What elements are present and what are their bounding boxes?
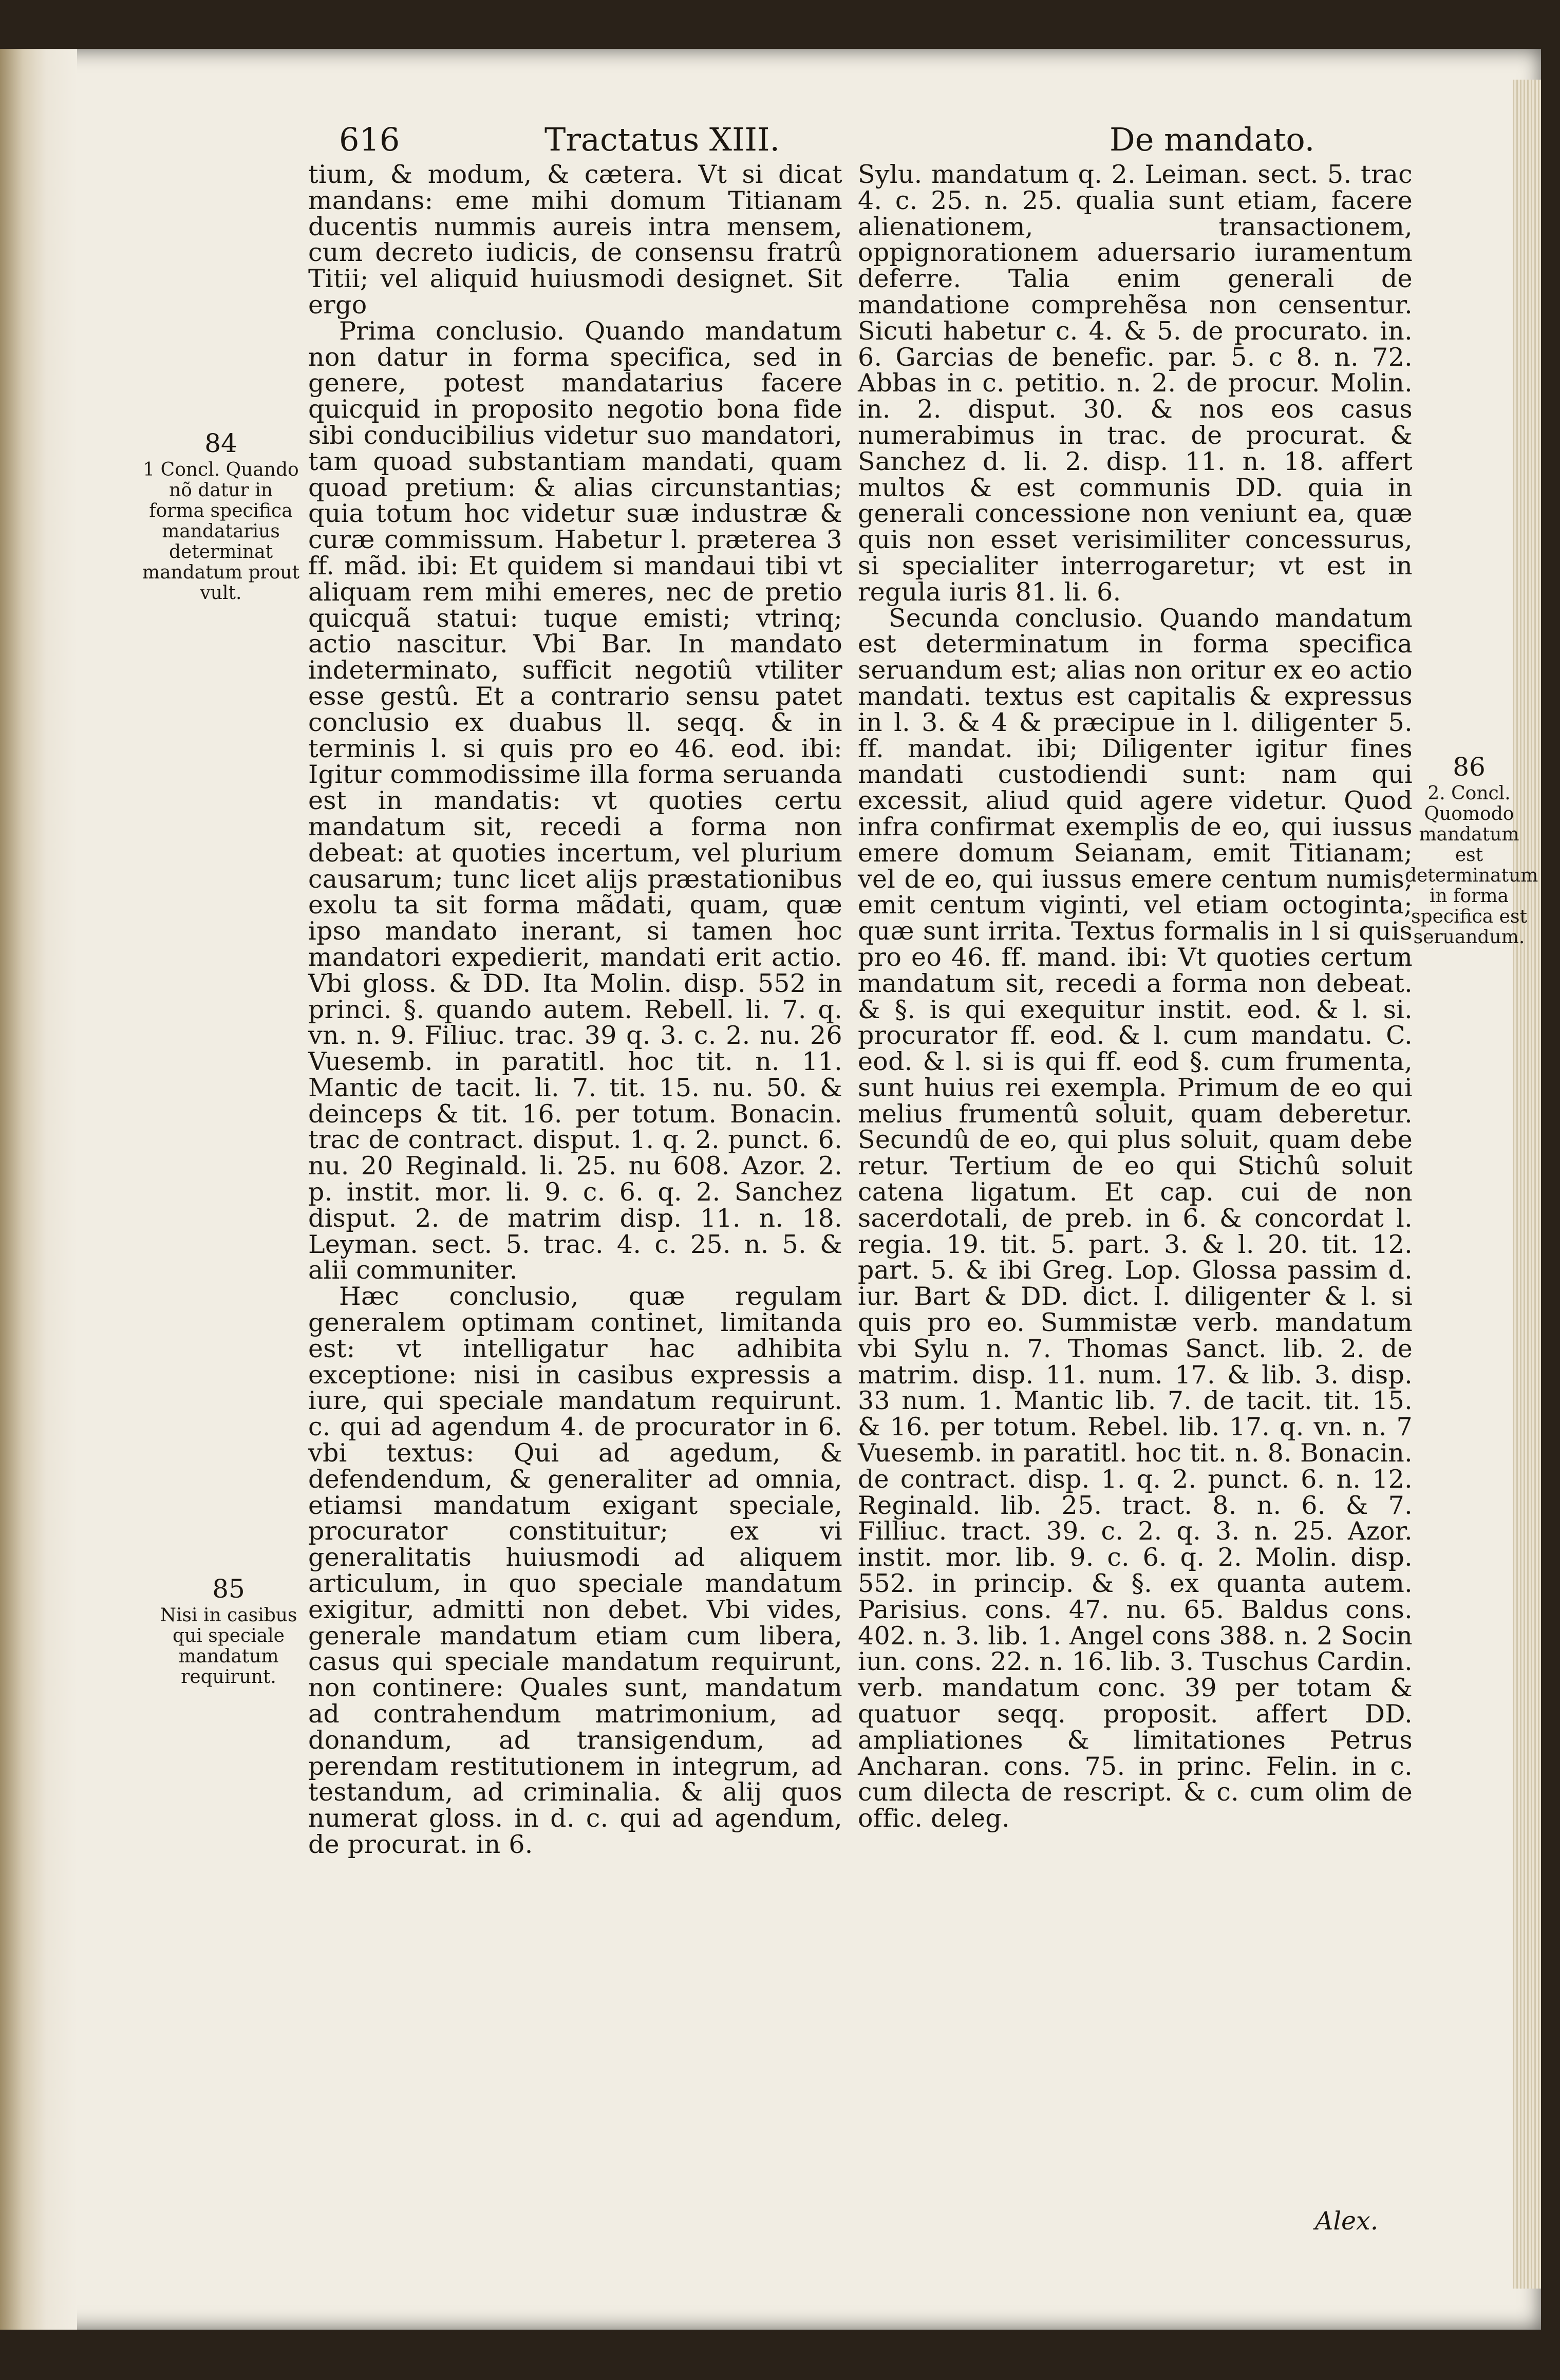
margin-note-number: 84 (204, 428, 237, 458)
catchword: Alex. (1315, 2206, 1379, 2236)
margin-note-number: 85 (212, 1574, 245, 1604)
paragraph: Sylu. mandatum q. 2. Leiman. sect. 5. trac 4. c. 25. n. 25. qualia sunt etiam, facere alienationem, transactionem, oppignorationem aduersario iuramentum deferre. Talia enim generali de mandatione comprehẽsa non censentur. Sicuti habetur c. 4. & 5. de procurato. in. 6. Garcias de benefic. par. 5. c 8. n. 72. Abbas in c. petitio. n. 2. de procur. Molin. in. 2. disput. 30. & nos eos casus numerabimus in trac. de procurat. & Sanchez d. li. 2. disp. 11. n. 18. affert multos & est communis DD. quia in generali concessione non veniunt ea, quæ quis non esset verisimiliter concessurus, si specialiter interrogaretur; vt est in regula iuris 81. li. 6. (858, 160, 1413, 607)
right-column (858, 162, 1413, 1832)
margin-note-number: 86 (1453, 752, 1486, 782)
margin-note-text: Nisi in casibus qui speciale mandatum requirunt. (160, 1605, 297, 1688)
page-gutter (0, 49, 77, 2330)
margin-note-85 (154, 1575, 303, 1688)
paragraph: Prima conclusio. Quando mandatum non datur in forma specifica, sed in genere, potest mandatarius facere quicquid in proposito negotio bona fide sibi conducibilius videtur suo mandatori, tam quoad substantiam mandati, quam quoad pretium: & alias circunstantias; quia totum hoc videtur suæ industræ & curæ commissum. Habetur l. præterea 3 ff. mãd. ibi: Et quidem si mandaui tibi vt aliquam rem mihi emeres, nec de pretio quicquã statui: tuque emisti; vtrinq; actio nascitur. Vbi Bar. In mandato indeterminato, sufficit negotiû vtiliter esse gestû. Et a contrario sensu patet conclusio ex duabus ll. seqq. & in terminis l. si quis pro eo 46. eod. ibi: Igitur commodissime illa forma seruanda est in mandatis: vt quoties certu mandatum sit, recedi a forma non debeat: at quoties incertum, vel plurium causarum; tunc licet alijs præstationibus exolu ta sit forma mãdati, quam, quæ ipso mandato inerant, si tamen hoc mandatori expedierit, mandati erit actio. Vbi gloss. & DD. Ita Molin. disp. 552 in princi. §. quando autem. Rebell. li. 7. q. vn. n. 9. Filiuc. trac. 39 q. 3. c. 2. nu. 26 Vuesemb. in paratitl. hoc tit. n. 11. Mantic de tacit. li. 7. tit. 15. nu. 50. & deinceps & tit. 16. per totum. Bonacin. trac de contract. disput. 1. q. 2. punct. 6. nu. 20 Reginald. li. 25. nu 608. Azor. 2. p. instit. mor. li. 9. c. 6. q. 2. Sanchez disput. 2. de matrim disp. 11. n. 18. Leyman. sect. 5. trac. 4. c. 25. n. 5. & alii communiter. (308, 316, 842, 1285)
paragraph: Secunda conclusio. Quando mandatum est determinatum in forma specifica seruandum est; alias non oritur ex eo actio mandati. textus est capitalis & expressus in l. 3. & 4 & præcipue in l. diligenter 5. ff. mandat. ibi; Diligenter igitur fines mandati custodiendi sunt: nam qui excessit, aliud quid agere videtur. Quod infra confirmat exemplis de eo, qui iussus emere domum Seianam, emit Titianam; vel de eo, qui iussus emere centum numis, emit centum viginti, vel etiam octoginta; quæ sunt irrita. Textus formalis in l si quis pro eo 46. ff. mand. ibi: Vt quoties certum mandatum sit, recedi a forma non debeat. & §. is qui exequitur instit. eod. & l. si. procurator ff. eod. & l. cum mandatu. C. eod. & l. si is qui ff. eod §. cum frumenta, sunt huius rei exempla. Primum de eo qui melius frumentû soluit, quam deberetur. Secundû de eo, qui plus soluit, quam debe retur. Tertium de eo qui Stichû soluit catena ligatum. Et cap. cui de non sacerdotali, de preb. in 6. & concordat l. regia. 19. tit. 5. part. 3. & l. 20. tit. 12. part. 5. & ibi Greg. Lop. Glossa passim d. iur. Bart & DD. dict. l. diligenter & l. si quis pro eo. Summistæ verb. mandatum vbi Sylu n. 7. Thomas Sanct. lib. 2. de matrim. disp. 11. num. 17. & lib. 3. disp. 33 num. 1. Mantic lib. 7. de tacit. tit. 15. & 16. per totum. Rebel. lib. 17. q. vn. n. 7 Vuesemb. in paratitl. hoc tit. n. 8. Bonacin. de contract. disp. 1. q. 2. punct. 6. n. 12. Reginald. lib. 25. tract. 8. n. 6. & 7. Filliuc. tract. 39. c. 2. q. 3. n. 25. Azor. instit. mor. lib. 9. c. 6. q. 2. Molin. disp. 552. in princip. & §. ex quanta autem. Parisius. cons. 47. nu. 65. Baldus cons. 402. n. 3. lib. 1. Angel cons 388. n. 2 Socin iun. cons. 22. n. 16. lib. 3. Tuschus Cardin. verb. mandatum conc. 39 per totam & quatuor seqq. proposit. affert DD. ampliationes & limitationes Petrus Ancharan. cons. 75. in princ. Felin. in c. cum dilecta de rescript. & c. cum olim de offic. deleg. (858, 603, 1413, 1833)
margin-note-text: 1 Concl. Quando nõ datur in forma specifica mandatarius determinat mandatum prout vult. (142, 459, 300, 604)
section-title: De mandato. (1110, 121, 1315, 158)
paragraph: tium, & modum, & cætera. Vt si dicat mandans: eme mihi domum Titianam ducentis nummis aureis intra mensem, cum decreto iudicis, de consensu fratrû Titii; vel aliquid huiusmodi designet. Sit ergo (308, 160, 842, 320)
page-number: 616 (339, 121, 400, 158)
book-page (0, 49, 1541, 2330)
margin-note-84 (139, 429, 303, 604)
paragraph: Hæc conclusio, quæ regulam generalem optimam continet, limitanda est: vt intelligatur hac adhibita exceptione: nisi in casibus expressis a iure, qui speciale mandatum requirunt. c. qui ad agendum 4. de procurator in 6. vbi textus: Qui ad agedum, & defendendum, & generaliter ad omnia, etiamsi mandatum exigant speciale, procurator constituitur; ex vi generalitatis huiusmodi ad aliquem articulum, in quo speciale mandatum exigitur, admitti non debet. Vbi vides, generale mandatum etiam cum libera, casus qui speciale mandatum requirunt, non continere: Quales sunt, mandatum ad contrahendum matrimonium, ad donandum, ad transigendum, ad perendam restitutionem in integrum, ad testandum, ad criminalia. & alij quos numerat gloss. in d. c. qui ad agendum, de procurat. in 6. (308, 1282, 842, 1859)
left-column (308, 162, 842, 1858)
page-fore-edge (1513, 80, 1541, 2289)
margin-note-86 (1405, 752, 1538, 948)
margin-note-text: 2. Concl. Quomodo mandatum est determinatum in forma specifica est seruandum. (1405, 783, 1538, 948)
running-title: Tractatus XIII. (544, 121, 780, 158)
